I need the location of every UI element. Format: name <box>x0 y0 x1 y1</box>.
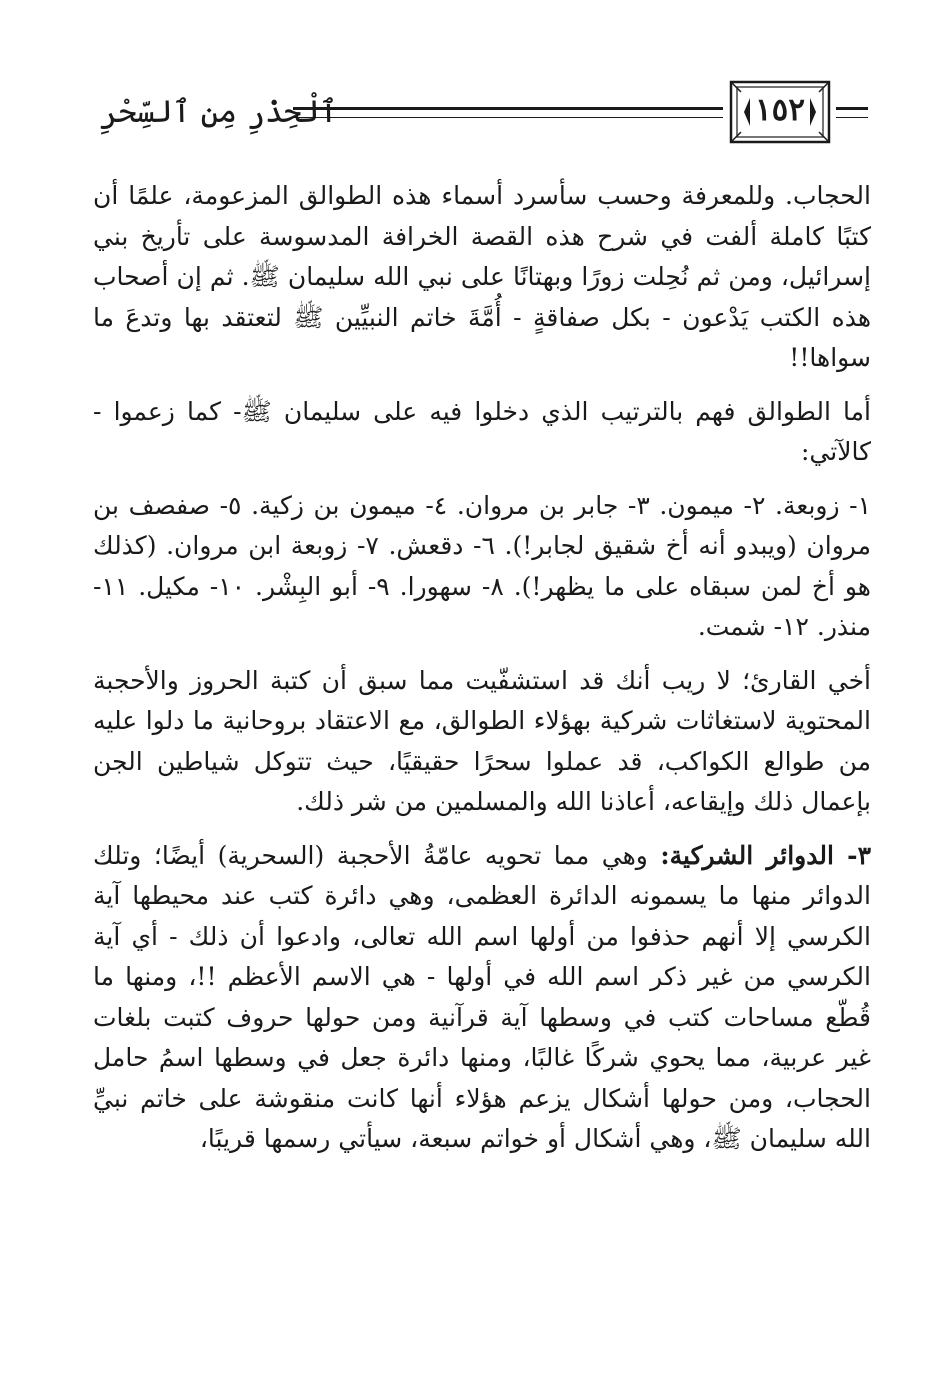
page-header <box>100 78 868 148</box>
paragraph-circles <box>93 836 871 1160</box>
paragraph-reader: أخي القارئ؛ لا ريب أنك قد استشفّيت مما سبق أن كتبة الحروز والأحجبة المحتوية لاستغاثات شركية بهؤلاء الطوالق، مع الاعتقاد بروحانية ما دلوا عليه من طوالع الكواكب، قد عملوا سحرًا حقيقيًا، حيث تتوكل شياطين الجن بإعمال ذلك وإيقاعه، أعاذنا الله والمسلمين من شر ذلك. <box>93 665 871 816</box>
section-term: ٣- الدوائر الشركية: <box>660 840 871 870</box>
header-rule-right <box>836 107 868 118</box>
paragraph-order: أما الطوالق فهم بالترتيب الذي دخلوا فيه على سليمان ﷺ- كما زعموا - كالآتي: <box>93 396 871 466</box>
paragraph-circles-text: وهي مما تحويه عامّةُ الأحجبة (السحرية) أيضًا؛ وتلك الدوائر منها ما يسمونه الدائرة العظمى، وهي دائرة كتب عند محيطها آية الكرسي إلا أنهم حذفوا من أولها اسم الله تعالى، وادعوا أن ذلك - أي آية الكرسي من غير ذكر اسم الله في أولها - هي الاسم الأعظم !!، ومنها ما قُطّع مساحات كتب في وسطها آية قرآنية ومن حولها حروف كتبت بلغات غير عربية، مما يحوي شركًا غالبًا، ومنها دائرة جعل في وسطها اسمُ حامل الحجاب، ومن حولها أشكال يزعم هؤلاء أنها كانت منقوشة على خاتم نبيِّ الله سليمان ﷺ، وهي أشكال أو خواتم سبعة، سيأتي رسمها قريبًا، <box>93 840 871 1153</box>
page-number-frame <box>728 78 832 146</box>
paragraph-names-list: ١- زوبعة. ٢- ميمون. ٣- جابر بن مروان. ٤- ميمون بن زكية. ٥- صفصف بن مروان (ويبدو أنه أخ شقيق لجابر!). ٦- دقعش. ٧- زوبعة ابن مروان. (كذلك هو أخ لمن سبقاه على ما يظهر!). ٨- سهورا. ٩- أبو البِشْر. ١٠- مكيل. ١١- منذر. ١٢- شمت. <box>93 490 872 641</box>
header-rule-left <box>293 107 723 118</box>
page-body <box>93 176 871 1173</box>
running-title: ٱلْحِذْرِ مِن ٱلسِّحْرِ <box>100 94 338 130</box>
paragraph-intro: الحجاب. وللمعرفة وحسب سأسرد أسماء هذه الطوالق المزعومة، علمًا أن كتبًا كاملة ألفت في شرح هذه القصة الخرافة المدسوسة على تأريخ بني إسرائيل، ومن ثم نُحِلت زورًا وبهتانًا على نبي الله سليمان ﷺ. ثم إن أصحاب هذه الكتب يَدْعون - بكل صفاقةٍ - أُمَّةَ خاتم النبيِّين ﷺ لتعتقد بها وتدعَ ما سواها!! <box>93 181 871 372</box>
page-number: ١٥٢ <box>755 92 805 128</box>
